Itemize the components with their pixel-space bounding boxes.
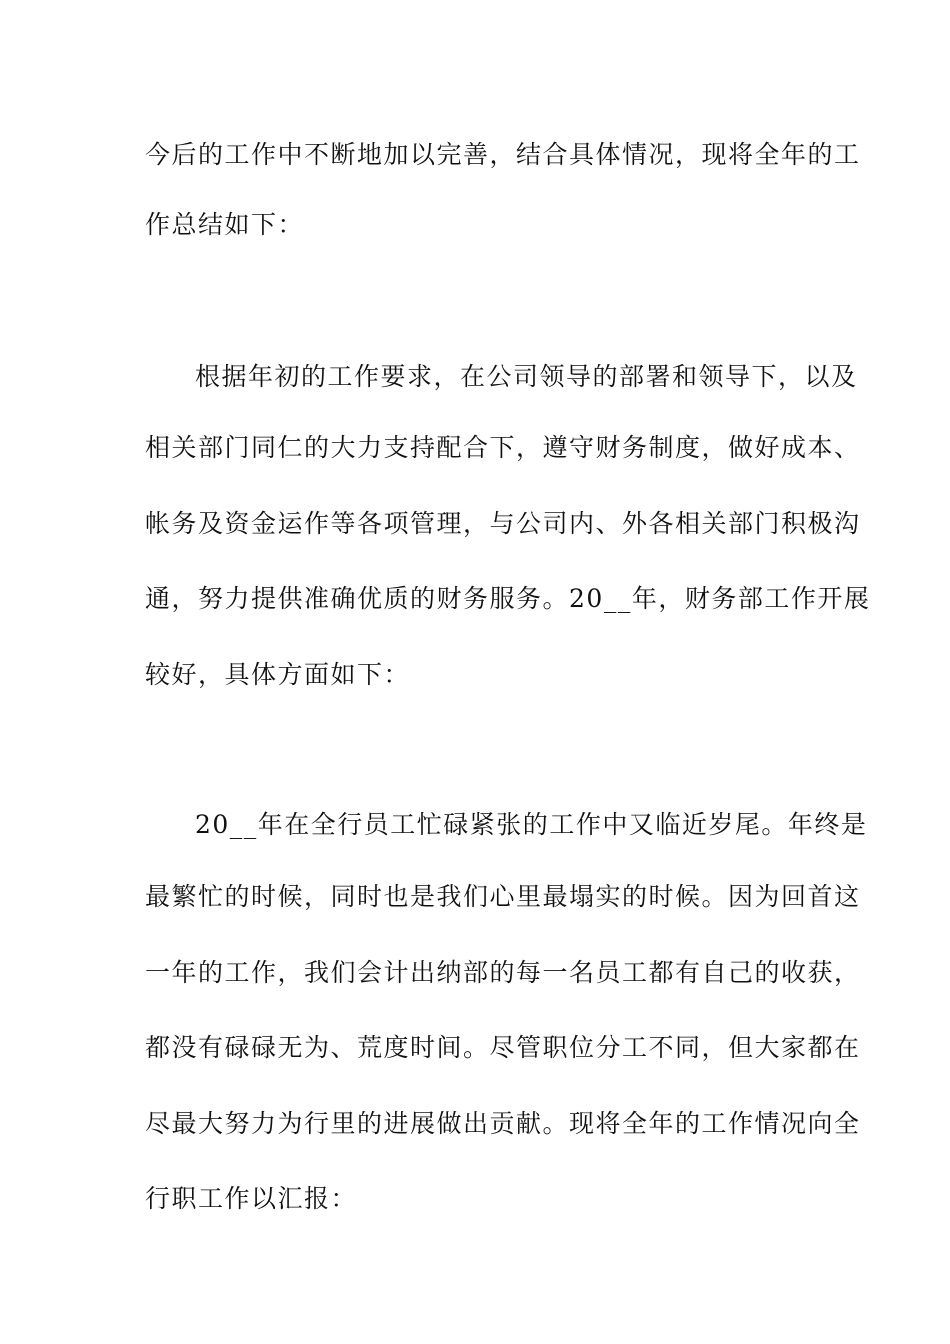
- paragraph-3-line-5: 尽最大努力为行里的进展做出贡献。现将全年的工作情况向全: [145, 1109, 861, 1138]
- paragraph-3-line-3: 一年的工作，我们会计出纳部的每一名员工都有自己的收获，: [145, 958, 861, 987]
- paragraph-3-line-6: 行职工作以汇报：: [145, 1184, 358, 1213]
- paragraph-3-line-2: 最繁忙的时候，同时也是我们心里最塌实的时候。因为回首这: [145, 882, 861, 911]
- paragraph-3-line-1: 20__年在全行员工忙碌紧张的工作中又临近岁尾。年终是: [195, 810, 868, 839]
- paragraph-2-line-1: 根据年初的工作要求，在公司领导的部署和领导下，以及: [195, 362, 858, 391]
- paragraph-3-line-4: 都没有碌碌无为、荒度时间。尽管职位分工不同，但大家都在: [145, 1033, 861, 1062]
- paragraph-1-line-1: 今后的工作中不断地加以完善，结合具体情况，现将全年的工: [145, 140, 861, 169]
- paragraph-2-line-2: 相关部门同仁的大力支持配合下，遵守财务制度，做好成本、: [145, 433, 861, 462]
- paragraph-2-line-4: 通，努力提供准确优质的财务服务。20__年，财务部工作开展: [145, 584, 871, 613]
- paragraph-2-line-5: 较好，具体方面如下：: [145, 660, 411, 689]
- paragraph-1-line-2: 作总结如下：: [145, 210, 305, 239]
- paragraph-2-line-3: 帐务及资金运作等各项管理，与公司内、外各相关部门积极沟: [145, 509, 861, 538]
